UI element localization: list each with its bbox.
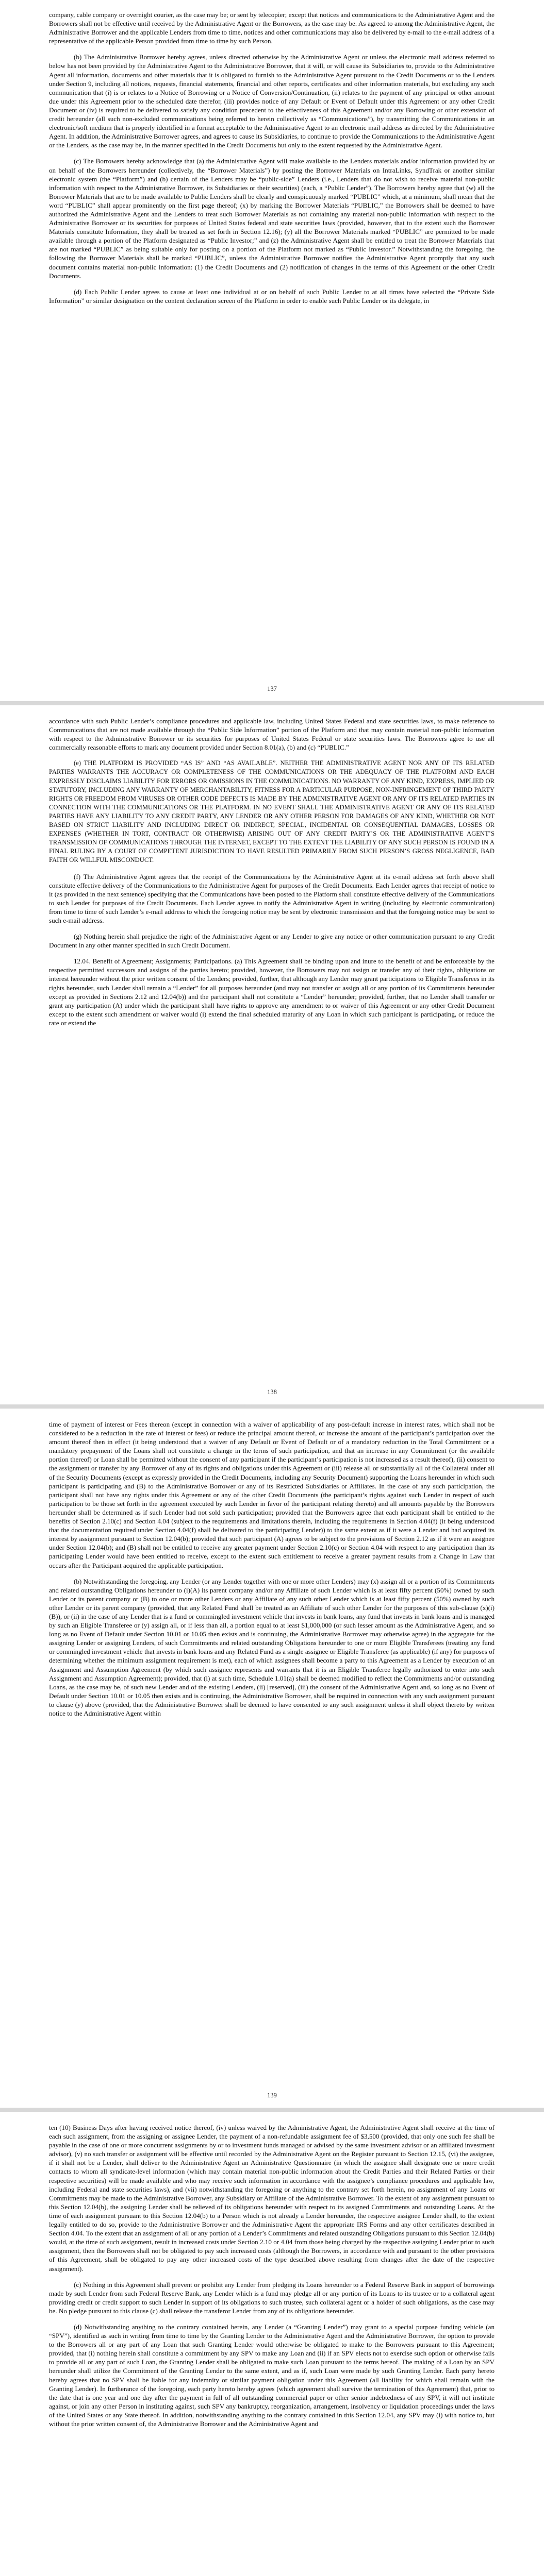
paragraph: (f) The Administrative Agent agrees that the receipt of the Communications by the Administrative Agent at its e-mail address set forth above shall constitute effective delivery of the Communications to the Administrative Agent for purposes of the Credit Documents. Each Lender agrees that receipt of notice to it (as provided in the next sentence) specifying that the Communications have been posted to the Platform shall constitute effective delivery of the Communications to such Lender for purposes of the Credit Documents. Each Lender agrees to notify the Administrative Agent in writing (including by electronic communication) from time to time of such Lender’s e-mail address to which the foregoing notice may be sent by electronic transmission and that the foregoing notice may be sent to such e-mail address. <box>49 872 494 924</box>
page-number: 137 <box>267 685 277 692</box>
page-number: 139 <box>267 2092 277 2099</box>
paragraph: (e) THE PLATFORM IS PROVIDED “AS IS” AND “AS AVAILABLE”. NEITHER THE ADMINISTRATIVE AGENT NOR ANY OF ITS RELATED PARTIES WARRANTS THE ACCURACY OR COMPLETENESS OF THE COMMUNICATIONS OR THE ADEQUACY OF THE PLATFORM AND EACH EXPRESSLY DISCLAIMS LIABILITY FOR ERRORS OR OMISSIONS IN THE COMMUNICATIONS. NO WARRANTY OF ANY KIND, EXPRESS, IMPLIED OR STATUTORY, INCLUDING ANY WARRANTY OF MERCHANTABILITY, FITNESS FOR A PARTICULAR PURPOSE, NON-INFRINGEMENT OF THIRD PARTY RIGHTS OR FREEDOM FROM VIRUSES OR OTHER CODE DEFECTS IS MADE BY THE ADMINISTRATIVE AGENT OR ANY OF ITS RELATED PARTIES IN CONNECTION WITH THE COMMUNICATIONS OR THE PLATFORM. IN NO EVENT SHALL THE ADMINISTRATIVE AGENT OR ANY OF ITS RELATED PARTIES HAVE ANY LIABILITY TO ANY CREDIT PARTY, ANY LENDER OR ANY OTHER PERSON FOR DAMAGES OF ANY KIND, WHETHER OR NOT BASED ON STRICT LIABILITY AND INCLUDING DIRECT OR INDIRECT, SPECIAL, INCIDENTAL OR CONSEQUENTIAL DAMAGES, LOSSES OR EXPENSES (WHETHER IN TORT, CONTRACT OR OTHERWISE) ARISING OUT OF ANY CREDIT PARTY’S OR THE ADMINISTRATIVE AGENT’S TRANSMISSION OF COMMUNICATIONS THROUGH THE INTERNET, EXCEPT TO THE EXTENT THE LIABILITY OF ANY SUCH PERSON IS FOUND IN A FINAL RULING BY A COURT OF COMPETENT JURISDICTION TO HAVE RESULTED PRIMARILY FROM SUCH PERSON’S GROSS NEGLIGENCE, BAD FAITH OR WILLFUL MISCONDUCT. <box>49 759 494 864</box>
paragraph: company, cable company or overnight courier, as the case may be; or sent by telecopier; except that notices and communications to the Administrative Agent and the Borrowers shall not be effective until received by the Administrative Agent or the Borrowers, as the case may be. As agreed to among the Administrative Agent, the Administrative Borrower and the applicable Lenders from time to time, notices and other communications may also be delivered by e-mail to the e-mail address of a representative of the applicable Person provided from time to time by such Person. <box>49 11 494 45</box>
paragraph: time of payment of interest or Fees thereon (except in connection with a waiver of applicability of any post-default increase in interest rates, which shall not be considered to be a reduction in the rate of interest or fees) or reduce the principal amount thereof, or increase the amount of the participant’s participation over the amount thereof then in effect (it being understood that a waiver of any Default or Event of Default or of a mandatory reduction in the Total Commitment or a mandatory prepayment of the Loans shall not constitute a change in the terms of such participation, and that an increase in any Commitment (or the available portion thereof) or Loan shall be permitted without the consent of any participant if the participant’s participation is not increased as a result thereof), (ii) consent to the assignment or transfer by any Borrower of any of its rights and obligations under this Agreement or (iii) release all or substantially all of the Collateral under all of the Security Documents (except as expressly provided in the Credit Documents, including any Security Document) supporting the Loans hereunder in which such participant is participating and (B) to the Administrative Borrower or any of its Restricted Subsidiaries or Affiliates. In the case of any such participation, the participant shall not have any rights under this Agreement or any of the other Credit Documents (the participant’s rights against such Lender in respect of such participation to be those set forth in the agreement executed by such Lender in favor of the participant relating thereto) and all amounts payable by the Borrowers hereunder shall be determined as if such Lender had not sold such participation; provided that the Borrowers agree that each participant shall be entitled to the benefits of Section 2.10(c) and Section 4.04 (subject to the requirements and limitations therein, including the requirements in Section 4.04(f) (it being understood that the documentation required under Section 4.04(f) shall be delivered to the participating Lender)) to the same extent as if it were a Lender and had acquired its interest by assignment pursuant to Section 12.04(b); provided that such participant (A) agrees to be subject to the provisions of Section 2.12 as if it were an assignee under Section 12.04(b); and (B) shall not be entitled to receive any greater payment under Section 2.10(c) or Section 4.04 with respect to any participation than its participating Lender would have been entitled to receive, except to the extent such entitlement to receive a greater payment results from a Change in Law that occurs after the Participant acquired the applicable participation. <box>49 1420 494 1569</box>
paragraph: (d) Notwithstanding anything to the contrary contained herein, any Lender (a “Granting Lender”) may grant to a special purpose funding vehicle (an “SPV”), identified as such in writing from time to time by the Granting Lender to the Administrative Agent and the Administrative Borrower, the option to provide to the Borrowers all or any part of any Loan that such Granting Lender would otherwise be obligated to make to the Borrowers pursuant to this Agreement; provided, that (i) nothing herein shall constitute a commitment by any SPV to make any Loan and (ii) if an SPV elects not to exercise such option or otherwise fails to provide all or any part of such Loan, the Granting Lender shall be obligated to make such Loan pursuant to the terms hereof. The making of a Loan by an SPV hereunder shall utilize the Commitment of the Granting Lender to the same extent, and as if, such Loan were made by such Granting Lender. Each party hereto hereby agrees that no SPV shall be liable for any indemnity or similar payment obligation under this Agreement (all liability for which shall remain with the Granting Lender). In furtherance of the foregoing, each party hereto hereby agrees (which agreement shall survive the termination of this Agreement) that, prior to the date that is one year and one day after the payment in full of all outstanding commercial paper or other senior indebtedness of any SPV, it will not institute against, or join any other Person in instituting against, such SPV any bankruptcy, reorganization, arrangement, insolvency or liquidation proceedings under the laws of the United States or any State thereof. In addition, notwithstanding anything to the contrary contained in this Section 12.04, any SPV may (i) with notice to, but without the prior written consent of, the Administrative Borrower and the Administrative Agent and <box>49 2323 494 2428</box>
paragraph: (b) Notwithstanding the foregoing, any Lender (or any Lender together with one or more other Lenders) may (x) assign all or a portion of its Commitments and related outstanding Obligations hereunder to (i)(A) its parent company and/or any Affiliate of such Lender which is at least fifty percent (50%) owned by such Lender or its parent company or (B) to one or more other Lenders or any Affiliate of any such other Lender which is at least fifty percent (50%) owned by such other Lender or its parent company (provided, that any Related Fund shall be treated as an Affiliate of such other Lender for the purposes of this sub-clause (x)(i)(B)), or (ii) in the case of any Lender that is a fund or commingled investment vehicle that invests in bank loans, any fund that invests in bank loans and is managed by such an Eligible Transferee or (y) assign all, or if less than all, a portion equal to at least $1,000,000 (or such lesser amount as the Administrative Agent, and so long as no Event of Default under Section 10.01 or 10.05 then exists and is continuing, the Administrative Borrower may otherwise agree) in the aggregate for the assigning Lender or assigning Lenders, of such Commitments and related outstanding Obligations hereunder to one or more Eligible Transferees (treating any fund or commingled investment vehicle that invests in bank loans and any Related Fund as a single assignee or Eligible Transferee (as applicable) (if any) for purposes of determining whether the minimum assignment requirement is met), each of which assignees shall become a party to this Agreement as a Lender by execution of an Assignment and Assumption Agreement (by which such assignee represents and warrants that it is an Eligible Transferee legally authorized to enter into such Assignment and Assumption Agreement); provided, that (i) at such time, Schedule 1.01(a) shall be deemed modified to reflect the Commitments and/or outstanding Loans, as the case may be, of such new Lender and of the existing Lenders, (ii) [reserved], (iii) the consent of the Administrative Agent and, so long as no Event of Default under Section 10.01 or 10.05 then exists and is continuing, the Administrative Borrower, shall be required in connection with any such assignment pursuant to clause (y) above (provided, that the Administrative Borrower shall be deemed to have consented to any such assignment unless it shall object thereto by written notice to the Administrative Agent within <box>49 1577 494 1717</box>
paragraph: 12.04. Benefit of Agreement; Assignments; Participations. (a) This Agreement shall be binding upon and inure to the benefit of and be enforceable by the respective permitted successors and assigns of the parties hereto; provided, however, the Borrowers may not assign or transfer any of their rights, obligations or interest hereunder without the prior written consent of the Lenders; provided, further, that although any Lender may grant participations to Eligible Transferees in its rights hereunder, such Lender shall remain a “Lender” for all purposes hereunder (and may not transfer or assign all or any portion of its Commitments hereunder except as provided in Sections 2.12 and 12.04(b)) and the participant shall not constitute a “Lender” hereunder; provided, further, that no Lender shall transfer or grant any participation (A) under which the participant shall have rights to approve any amendment to or waiver of this Agreement or any other Credit Document except to the extent such amendment or waiver would (i) extend the final scheduled maturity of any Loan in which such participant is participating, or reduce the rate or extend the <box>49 957 494 1027</box>
paragraph: (d) Each Public Lender agrees to cause at least one individual at or on behalf of such Public Lender to at all times have selected the “Private Side Information” or similar designation on the content declaration screen of the Platform in order to enable such Public Lender or its delegate, in <box>49 287 494 304</box>
paragraph: (b) The Administrative Borrower hereby agrees, unless directed otherwise by the Administrative Agent or unless the electronic mail address referred to below has not been provided by the Administrative Agent to the Administrative Borrower, that it will, or will cause its Subsidiaries to, provide to the Administrative Agent all information, documents and other materials that it is obligated to furnish to the Administrative Agent pursuant to the Credit Documents or to the Lenders under Section 9, including all notices, requests, financial statements, financial and other reports, certificates and other information materials, but excluding any such communication that (i) is or relates to a Notice of Borrowing or a Notice of Conversion/Continuation, (ii) relates to the payment of any principal or other amount due under this Agreement prior to the scheduled date therefor, (iii) provides notice of any Default or Event of Default under this Agreement or any other Credit Document or (iv) is required to be delivered to satisfy any condition precedent to the effectiveness of this Agreement and/or any Borrowing or other extension of credit hereunder (all such non-excluded communications being referred to herein collectively as “Communications”), by transmitting the Communications in an electronic/soft medium that is properly identified in a format acceptable to the Administrative Agent to an electronic mail address as directed by the Administrative Agent. In addition, the Administrative Borrower agrees, and agrees to cause its Subsidiaries, to continue to provide the Communications to the Administrative Agent or the Lenders, as the case may be, in the manner specified in the Credit Documents but only to the extent requested by the Administrative Agent. <box>49 53 494 149</box>
page-138 <box>0 705 544 1404</box>
paragraph: (c) The Borrowers hereby acknowledge that (a) the Administrative Agent will make available to the Lenders materials and/or information provided by or on behalf of the Borrowers hereunder (collectively, the “Borrower Materials”) by posting the Borrower Materials on IntraLinks, SyndTrak or another similar electronic system (the “Platform”) and (b) certain of the Lenders may be “public-side” Lenders (i.e., Lenders that do not wish to receive material non-public information with respect to the Administrative Borrower, its Subsidiaries or their securities) (each, a “Public Lender”). The Borrowers hereby agree that (w) all the Borrower Materials that are to be made available to Public Lenders shall be clearly and conspicuously marked “PUBLIC” which, at a minimum, shall mean that the word “PUBLIC” shall appear prominently on the first page thereof; (x) by marking the Borrower Materials “PUBLIC,” the Borrowers shall be deemed to have authorized the Administrative Agent and the Lenders to treat such Borrower Materials as not containing any material non-public information with respect to the Administrative Borrower or its securities for purposes of United States federal and state securities laws (provided, however, that to the extent such the Borrower Materials constitute Information, they shall be treated as set forth in Section 12.16); (y) all the Borrower Materials marked “PUBLIC” are permitted to be made available through a portion of the Platform designated as “Public Investor;” and (z) the Administrative Agent shall be entitled to treat the Borrower Materials that are not marked “PUBLIC” as being suitable only for posting on a portion of the Platform not marked as “Public Investor.” Notwithstanding the foregoing, the following the Borrower Materials shall be marked “PUBLIC”, unless the Administrative Borrower notifies the Administrative Agent promptly that any such document contains material non-public information: (1) the Credit Documents and (2) notification of changes in the terms of this Agreement or the other Credit Documents. <box>49 157 494 280</box>
paragraph: ten (10) Business Days after having received notice thereof, (iv) unless waived by the Administrative Agent, the Administrative Agent shall receive at the time of each such assignment, from the assigning or assignee Lender, the payment of a non-refundable assignment fee of $3,500 (provided, that only one such fee shall be payable in the case of one or more concurrent assignments by or to investment funds managed or advised by the same investment advisor or an affiliated investment advisor), (v) no such transfer or assignment will be effective until recorded by the Administrative Agent on the Register pursuant to Section 12.15, (vi) the assignee, if it shall not be a Lender, shall deliver to the Administrative Agent an Administrative Questionnaire (in which the assignee shall designate one or more credit contacts to whom all syndicate-level information (which may contain material non-public information about the Credit Parties and their Related Parties or their respective securities) will be made available and who may receive such information in accordance with the assignee’s compliance procedures and applicable law, including Federal and state securities laws), and (vii) notwithstanding the foregoing or anything to the contrary set forth herein, no assignment of any Loans or Commitments may be made to the Administrative Borrower, any Subsidiary or Affiliate of the Administrative Borrower. To the extent of any assignment pursuant to this Section 12.04(b), the assigning Lender shall be relieved of its obligations hereunder with respect to its assigned Commitments and outstanding Loans. At the time of each assignment pursuant to this Section 12.04(b) to a Person which is not already a Lender hereunder, the respective assignee Lender shall, to the extent legally entitled to do so, provide to the Administrative Borrower and the Administrative Agent the appropriate IRS Forms and any other certificates described in Section 4.04. To the extent that an assignment of all or any portion of a Lender’s Commitments and related outstanding Obligations pursuant to this Section 12.04(b) would, at the time of such assignment, result in increased costs under Section 2.10 or 4.04 from those being charged by the respective assigning Lender prior to such assignment, then the Borrowers shall not be obligated to pay such increased costs (although the Borrowers, in accordance with and pursuant to the other provisions of this Agreement, shall be obligated to pay any other increased costs of the type described above resulting from changes after the date of the respective assignment). <box>49 2124 494 2273</box>
paragraph: (g) Nothing herein shall prejudice the right of the Administrative Agent or any Lender to give any notice or other communication pursuant to any Credit Document in any other manner specified in such Credit Document. <box>49 933 494 950</box>
page-139 <box>0 1409 544 2108</box>
page-137 <box>0 0 544 701</box>
page-separator <box>0 701 544 705</box>
page-140 <box>0 2112 544 2576</box>
page-separator <box>0 2108 544 2112</box>
page-separator <box>0 1404 544 1409</box>
paragraph: (c) Nothing in this Agreement shall prevent or prohibit any Lender from pledging its Loans hereunder to a Federal Reserve Bank in support of borrowings made by such Lender from such Federal Reserve Bank, any Lender which is a fund may pledge all or any portion of its Loans to its trustee or to a collateral agent providing credit or credit support to such Lender in support of its obligations to such trustee, such collateral agent or a holder of such obligations, as the case may be. No pledge pursuant to this clause (c) shall release the transferor Lender from any of its obligations hereunder. <box>49 2280 494 2315</box>
paragraph: accordance with such Public Lender’s compliance procedures and applicable law, including United States Federal and state securities laws, to make reference to Communications that are not made available through the “Public Side Information” portion of the Platform and that may contain material non-public information with respect to the Administrative Borrower or its securities for purposes of United States Federal or state securities laws. The Borrowers agree to use all commercially reasonable efforts to mark any document provided under Section 8.01(a), (b) and (c) “PUBLIC.” <box>49 717 494 752</box>
page-number: 138 <box>267 1388 277 1396</box>
